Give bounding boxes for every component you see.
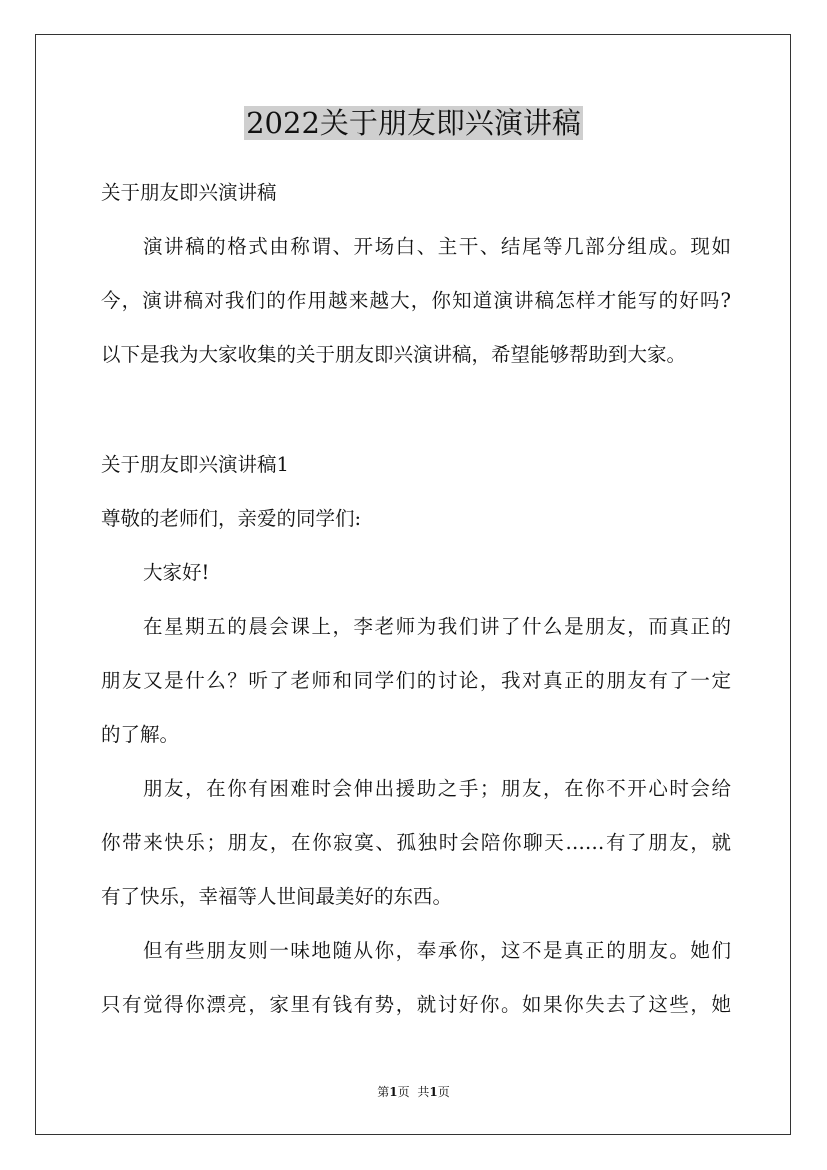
speech-heading: 关于朋友即兴演讲稿1	[101, 453, 289, 476]
document-title-text: 2022关于朋友即兴演讲稿	[246, 106, 581, 140]
paragraph-1-line-1: 在星期五的晨会课上，李老师为我们讲了什么是朋友，而真正的	[143, 615, 731, 638]
paragraph-3-line-2: 只有觉得你漂亮，家里有钱有势，就讨好你。如果你失去了这些，她	[101, 993, 731, 1016]
page-footer	[0, 1084, 827, 1100]
footer-page-suffix: 页	[397, 1085, 410, 1099]
paragraph-3-line-1: 但有些朋友则一味地随从你，奉承你，这不是真正的朋友。她们	[143, 939, 731, 962]
paragraph-1-line-2: 朋友又是什么？听了老师和同学们的讨论，我对真正的朋友有了一定	[101, 669, 731, 692]
section-heading: 关于朋友即兴演讲稿	[101, 181, 277, 204]
intro-line-2: 今，演讲稿对我们的作用越来越大，你知道演讲稿怎样才能写的好吗?	[101, 289, 731, 312]
footer-total-pages: 1	[429, 1085, 438, 1099]
paragraph-2-line-1: 朋友，在你有困难时会伸出援助之手；朋友，在你不开心时会给	[143, 777, 731, 800]
paragraph-2-line-3: 有了快乐，幸福等人世间最美好的东西。	[101, 885, 453, 908]
intro-line-1: 演讲稿的格式由称谓、开场白、主干、结尾等几部分组成。现如	[143, 235, 731, 258]
footer-page-number: 1	[389, 1085, 398, 1099]
paragraph-1-line-3: 的了解。	[101, 723, 180, 746]
salutation: 尊敬的老师们，亲爱的同学们:	[101, 507, 362, 530]
footer-prefix: 第	[377, 1085, 390, 1099]
intro-line-3: 以下是我为大家收集的关于朋友即兴演讲稿，希望能够帮助到大家。	[101, 343, 687, 366]
greeting: 大家好!	[143, 561, 210, 584]
footer-total-prefix: 共	[417, 1085, 430, 1099]
paragraph-2-line-2: 你带来快乐；朋友，在你寂寞、孤独时会陪你聊天……有了朋友，就	[101, 831, 731, 854]
document-title	[0, 103, 827, 143]
footer-total-suffix: 页	[437, 1085, 450, 1099]
